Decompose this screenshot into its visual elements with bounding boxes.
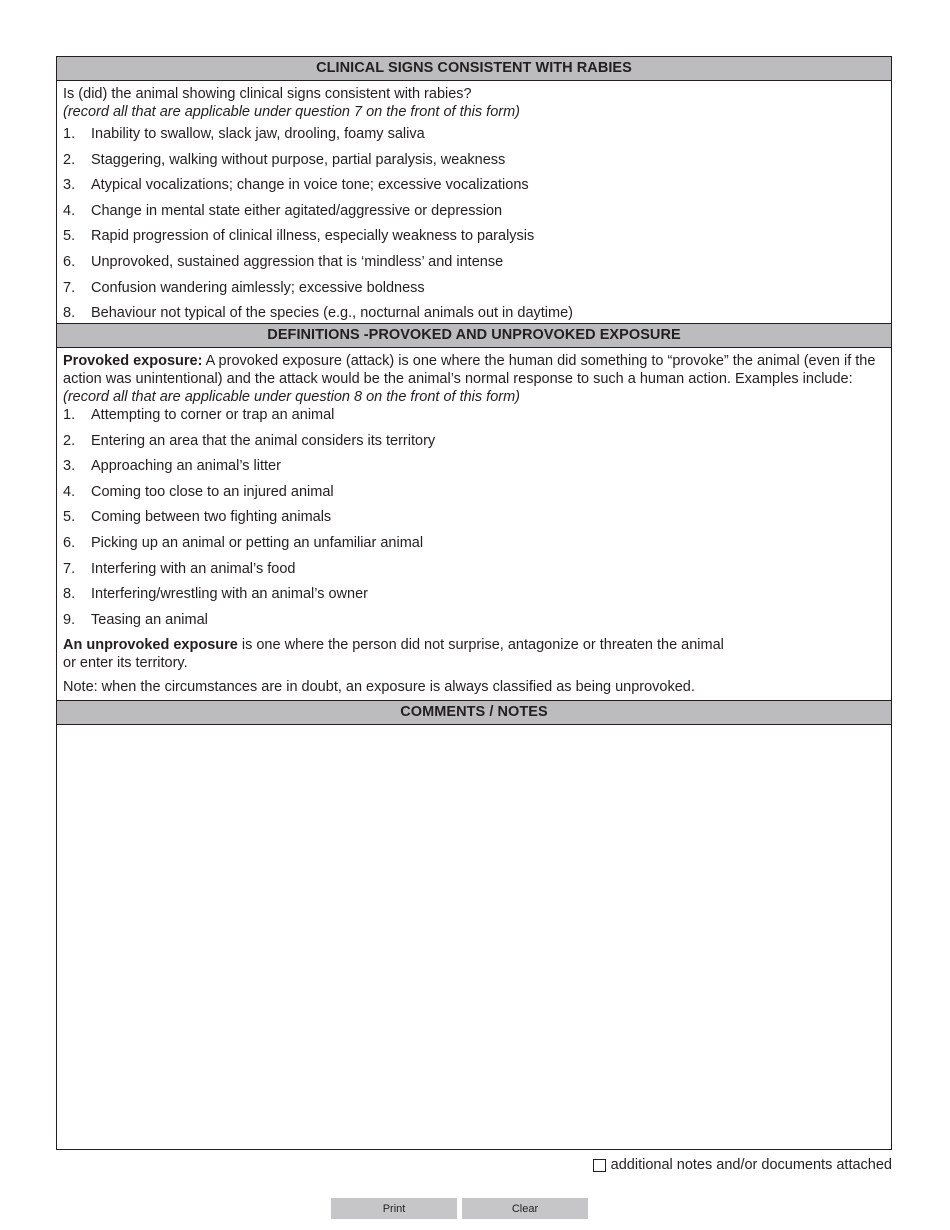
clinical-sign-item-1	[63, 125, 885, 151]
clinical-signs-section	[57, 57, 891, 323]
clinical-question: Is (did) the animal showing clinical signs consistent with rabies?	[63, 86, 472, 102]
provoked-example-item-5	[63, 508, 885, 534]
provoked-example-item-text: Interfering/wrestling with an animal’s owner	[91, 586, 368, 603]
unprovoked-definition	[63, 636, 885, 672]
clinical-intro	[63, 85, 885, 121]
definitions-header: DEFINITIONS -PROVOKED AND UNPROVOKED EXPOSURE	[57, 323, 891, 348]
provoked-example-item-number: 3.	[63, 458, 76, 475]
doubt-note: Note: when the circumstances are in doubt, an exposure is always classified as being unprovoked.	[63, 679, 695, 696]
provoked-example-item-number: 2.	[63, 432, 76, 449]
clinical-sign-item-7	[63, 279, 885, 305]
clinical-sign-item-text: Confusion wandering aimlessly; excessive boldness	[91, 279, 425, 296]
clinical-sign-item-5	[63, 227, 885, 253]
attachments-row	[593, 1157, 892, 1173]
clinical-sign-item-3	[63, 176, 885, 202]
provoked-example-item-number: 1.	[63, 407, 76, 423]
provoked-example-item-9	[63, 611, 885, 637]
rabies-form	[56, 56, 892, 1150]
provoked-example-item-number: 5.	[63, 509, 76, 526]
provoked-example-item-number: 6.	[63, 534, 76, 551]
provoked-example-item-number: 8.	[63, 586, 76, 603]
provoked-example-item-number: 7.	[63, 560, 76, 577]
clinical-sign-item-number: 3.	[63, 177, 76, 194]
attachments-label: additional notes and/or documents attached	[610, 1157, 892, 1173]
comments-header: COMMENTS / NOTES	[57, 700, 891, 725]
provoked-example-item-text: Picking up an animal or petting an unfamiliar animal	[91, 534, 424, 551]
attachments-checkbox[interactable]	[593, 1159, 606, 1172]
provoked-example-item-1	[63, 406, 885, 432]
provoked-examples-list	[63, 406, 885, 636]
provoked-example-item-text: Attempting to corner or trap an animal	[91, 407, 335, 423]
provoked-example-item-4	[63, 483, 885, 509]
clinical-sign-item-number: 1.	[63, 126, 76, 142]
provoked-example-item-number: 4.	[63, 483, 76, 500]
unprovoked-text-line2: or enter its territory.	[63, 655, 188, 672]
provoked-example-item-text: Entering an area that the animal considers its territory	[91, 432, 436, 449]
clinical-sign-item-text: Unprovoked, sustained aggression that is ‘mindless’ and intense	[91, 253, 504, 270]
provoked-text: A provoked exposure (attack) is one where the human did something to “provoke” the animal (even if the action was unintentional) and the attack would be the animal’s normal response to such a human action. Examples include:	[63, 353, 876, 387]
definitions-section	[57, 323, 891, 700]
provoked-example-item-text: Interfering with an animal’s food	[91, 560, 296, 577]
provoked-example-item-2	[63, 432, 885, 458]
provoked-example-item-text: Coming between two fighting animals	[91, 509, 332, 526]
clinical-sign-item-2	[63, 151, 885, 177]
clinical-sign-item-number: 6.	[63, 253, 76, 270]
provoked-instruction: (record all that are applicable under question 8 on the front of this form)	[63, 389, 521, 405]
print-button[interactable]: Print	[331, 1198, 457, 1219]
provoked-example-item-text: Coming too close to an injured animal	[91, 483, 334, 500]
provoked-example-item-number: 9.	[63, 611, 76, 628]
clear-button[interactable]: Clear	[462, 1198, 588, 1219]
provoked-example-item-3	[63, 457, 885, 483]
provoked-example-item-7	[63, 560, 885, 586]
clinical-sign-item-number: 5.	[63, 228, 76, 245]
clinical-signs-list	[63, 125, 885, 330]
unprovoked-text-line1: is one where the person did not surprise, antagonize or threaten the animal	[237, 637, 724, 654]
provoked-example-item-6	[63, 534, 885, 560]
clinical-sign-item-4	[63, 202, 885, 228]
provoked-example-item-text: Teasing an animal	[91, 611, 208, 628]
clinical-sign-item-text: Inability to swallow, slack jaw, drooling, foamy saliva	[91, 126, 425, 142]
clinical-sign-item-text: Change in mental state either agitated/aggressive or depression	[91, 202, 503, 219]
provoked-definition	[63, 352, 885, 406]
provoked-example-item-text: Approaching an animal’s litter	[91, 458, 281, 475]
clinical-instruction: (record all that are applicable under question 7 on the front of this form)	[63, 104, 521, 120]
clinical-sign-item-text: Staggering, walking without purpose, partial paralysis, weakness	[91, 151, 506, 168]
provoked-example-item-8	[63, 585, 885, 611]
clinical-sign-item-number: 2.	[63, 151, 76, 168]
clinical-sign-item-number: 8.	[63, 305, 76, 322]
clinical-sign-item-number: 7.	[63, 279, 76, 296]
comments-section	[57, 700, 891, 1102]
clinical-sign-item-text: Rapid progression of clinical illness, especially weakness to paralysis	[91, 228, 535, 245]
clinical-sign-item-text: Atypical vocalizations; change in voice tone; excessive vocalizations	[91, 177, 529, 194]
clinical-signs-header: CLINICAL SIGNS CONSISTENT WITH RABIES	[57, 57, 891, 81]
unprovoked-label: An unprovoked exposure	[63, 637, 238, 654]
clinical-sign-item-6	[63, 253, 885, 279]
provoked-label: Provoked exposure:	[63, 353, 203, 369]
clinical-sign-item-number: 4.	[63, 202, 76, 219]
clinical-sign-item-text: Behaviour not typical of the species (e.g., nocturnal animals out in daytime)	[91, 305, 573, 322]
comments-notes-field[interactable]	[57, 725, 891, 1102]
